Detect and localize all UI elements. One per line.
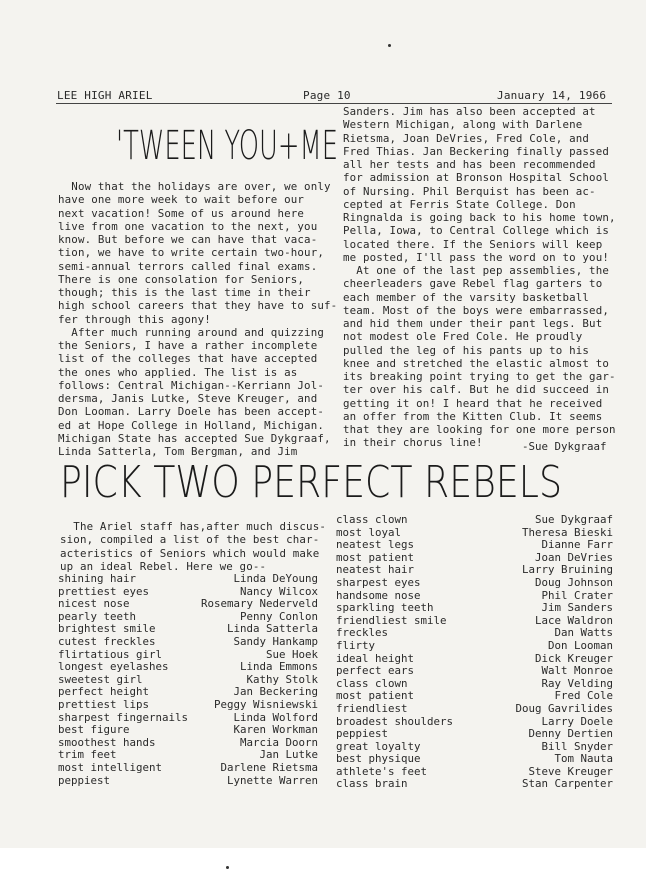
text-line: Don Looman. Larry Doele has been accept-	[58, 405, 325, 419]
trait-item: perfect ears	[336, 664, 415, 678]
name-item: Fred Cole	[554, 689, 613, 703]
name-item: Lace Waldron	[534, 613, 613, 627]
text-line: Pella, Iowa, to Central College which is	[343, 224, 610, 238]
girls-names-list	[196, 573, 318, 787]
trait-item: athlete's feet	[336, 764, 428, 778]
trait-item: prettiest lips	[58, 697, 150, 711]
rebels-intro	[60, 520, 326, 573]
name-item: Walt Monroe	[541, 664, 613, 678]
text-line: live from one vacation to the next, you	[58, 219, 318, 233]
text-line: have one more week to wait before our	[58, 193, 305, 207]
text-line: tion, we have to write certain two-hour,	[58, 246, 325, 260]
name-item: Lynette Warren	[226, 773, 318, 787]
name-item: Penny Conlon	[239, 609, 318, 623]
trait-item: sharpest fingernails	[58, 710, 189, 724]
text-line: an offer from the Kitten Club. It seems	[343, 409, 603, 423]
page-margin	[0, 848, 646, 888]
trait-item: smoothest hands	[58, 735, 156, 749]
text-line: know. But before we can have that vaca-	[58, 233, 318, 246]
text-line: not modest ole Fred Cole. He proudly	[343, 330, 583, 344]
name-item: Phil Crater	[541, 588, 613, 602]
name-item: Dianne Farr	[541, 538, 613, 552]
name-item: Ray Velding	[541, 676, 613, 690]
text-line: getting it on! I heard that he received	[343, 396, 603, 410]
name-item: Doug Gavrilides	[515, 701, 613, 715]
name-item: Steve Kreuger	[528, 764, 613, 778]
name-item: Tom Nauta	[554, 752, 613, 766]
trait-item: ideal height	[336, 651, 415, 665]
trait-item: perfect height	[58, 685, 150, 699]
name-item: Theresa Bieski	[521, 525, 613, 539]
text-line: in their chorus line!	[343, 436, 483, 450]
name-item: Jan Beckering	[233, 685, 318, 699]
name-item: Jan Lutke	[259, 748, 318, 762]
name-item: Sue Dykgraaf	[534, 513, 613, 526]
text-line: The Ariel staff has,after much discus-	[60, 520, 327, 533]
trait-item: nicest nose	[58, 597, 130, 611]
text-line: dersma, Janis Lutke, Steve Kreuger, and	[58, 392, 318, 405]
text-line: the Seniors, I have a rather incomplete	[58, 339, 318, 352]
trait-item: flirtatious girl	[58, 647, 163, 661]
text-line: next vacation! Some of us around here	[58, 206, 305, 220]
tween-left-column	[58, 180, 337, 458]
tween-right-column	[343, 105, 616, 450]
ink-speck	[226, 866, 229, 869]
text-line: follows: Central Michigan--Kerriann Jol-	[58, 378, 325, 392]
text-line: me posted, I'll pass the word on to you!	[343, 250, 610, 264]
trait-item: prettiest eyes	[58, 584, 150, 598]
text-line: Michigan State has accepted Sue Dykgraaf,	[58, 431, 331, 445]
girls-traits-list	[58, 573, 188, 787]
text-line: After much running around and quizzing	[58, 325, 325, 339]
trait-item: most patient	[336, 550, 415, 564]
text-line: team. Most of the boys were embarrassed,	[343, 303, 610, 317]
text-line: all her tests and has been recommended	[343, 158, 596, 171]
trait-item: peppiest	[336, 727, 389, 741]
text-line: its breaking point trying to get the gar-	[343, 370, 616, 383]
trait-item: best figure	[58, 723, 130, 737]
text-line: that they are looking for one more person	[343, 423, 616, 436]
text-line: up an ideal Rebel. Here we go--	[60, 559, 267, 573]
name-item: Peggy Wisniewski	[213, 697, 318, 711]
text-line: semi-annual terrors called final exams.	[58, 259, 318, 273]
trait-item: brightest smile	[58, 622, 156, 636]
text-line: fer through this agony!	[58, 312, 211, 326]
name-item: Sandy Hankamp	[233, 634, 318, 648]
text-line: though; this is the last time in their	[58, 286, 311, 299]
text-line: knee and stretched the elastic almost to	[343, 356, 610, 370]
trait-item: best physique	[336, 752, 421, 766]
text-line: Rietsma, Joan DeVries, Fred Cole, and	[343, 131, 590, 145]
text-line: At one of the last pep assemblies, the	[343, 264, 610, 277]
boys-traits-list	[336, 514, 453, 791]
trait-item: most intelligent	[58, 760, 163, 774]
trait-item: trim feet	[58, 748, 117, 762]
text-line: sion, compiled a list of the best char-	[60, 533, 320, 547]
name-item: Karen Workman	[233, 723, 318, 737]
text-line: ter over his calf. But he did succeed in	[343, 383, 610, 397]
name-item: Don Looman	[547, 638, 613, 652]
text-line: There is one consolation for Seniors,	[58, 272, 305, 286]
text-line: acteristics of Seniors which would make	[60, 546, 320, 560]
name-item: Dan Watts	[554, 626, 613, 640]
header-rule	[56, 103, 612, 104]
name-item: Stan Carpenter	[521, 777, 613, 791]
text-line: Linda Satterla, Tom Bergman, and Jim	[58, 445, 298, 458]
trait-item: class clown	[336, 513, 408, 526]
trait-item: handsome nose	[336, 588, 421, 602]
name-item: Jim Sanders	[541, 601, 613, 615]
text-line: Western Michigan, along with Darlene	[343, 118, 583, 132]
name-item: Joan DeVries	[534, 550, 613, 564]
trait-item: most patient	[336, 689, 415, 703]
text-line: located there. If the Seniors will keep	[343, 237, 603, 251]
trait-item: friendliest	[336, 701, 408, 715]
text-line: cepted at Ferris State College. Don	[343, 197, 576, 211]
trait-item: peppiest	[58, 773, 111, 787]
text-line: Now that the holidays are over, we only	[58, 180, 331, 193]
trait-item: freckles	[336, 626, 389, 640]
name-item: Larry Doele	[541, 714, 613, 728]
paper-name: LEE HIGH ARIEL	[57, 89, 153, 102]
tween-headline: 'TWEEN YOU+ME	[116, 123, 338, 169]
name-item: Nancy Wilcox	[239, 584, 318, 598]
name-item: Linda Satterla	[226, 622, 318, 636]
text-line: of Nursing. Phil Berquist has been ac-	[343, 184, 596, 198]
page-number: Page 10	[303, 89, 351, 102]
name-item: Linda DeYoung	[233, 572, 318, 585]
name-item: Marcia Doorn	[239, 735, 318, 749]
trait-item: most loyal	[336, 525, 402, 539]
text-line: high school careers that they have to suf-	[58, 299, 338, 313]
trait-item: pearly teeth	[58, 609, 137, 623]
name-item: Dick Kreuger	[534, 651, 613, 665]
trait-item: neatest legs	[336, 538, 415, 552]
name-item: Rosemary Nederveld	[200, 597, 318, 611]
issue-date: January 14, 1966	[497, 89, 607, 102]
text-line: the ones who applied. The list is as	[58, 365, 298, 379]
boys-names-list	[470, 514, 613, 791]
text-line: pulled the leg of his pants up to his	[343, 343, 590, 357]
text-line: for admission at Bronson Hospital School	[343, 171, 610, 185]
name-item: Kathy Stolk	[246, 672, 318, 686]
text-line: list of the colleges that have accepted	[58, 352, 318, 366]
trait-item: cutest freckles	[58, 634, 156, 648]
trait-item: sharpest eyes	[336, 575, 421, 589]
trait-item: longest eyelashes	[58, 660, 169, 674]
trait-item: sparkling teeth	[336, 601, 434, 615]
name-item: Linda Wolford	[233, 710, 318, 724]
byline: -Sue Dykgraaf	[522, 440, 607, 453]
trait-item: great loyalty	[336, 739, 421, 753]
trait-item: neatest hair	[336, 563, 415, 577]
ink-speck	[388, 44, 391, 47]
trait-item: class brain	[336, 777, 408, 791]
trait-item: sweetest girl	[58, 672, 143, 686]
name-item: Sue Hoek	[265, 647, 318, 661]
trait-item: broadest shoulders	[336, 714, 454, 728]
name-item: Darlene Rietsma	[220, 760, 318, 774]
text-line: each member of the varsity basketball	[343, 290, 590, 304]
rebels-headline: PICK TWO PERFECT REBELS	[60, 457, 562, 508]
name-item: Denny Dertien	[528, 727, 613, 741]
name-item: Doug Johnson	[534, 575, 613, 589]
text-line: Sanders. Jim has also been accepted at	[343, 105, 596, 118]
text-line: Fred Thias. Jan Beckering finally passed	[343, 144, 610, 158]
text-line: ed at Hope College in Holland, Michigan.	[58, 418, 325, 432]
name-item: Larry Bruining	[521, 563, 613, 577]
name-item: Linda Emmons	[239, 660, 318, 674]
trait-item: shining hair	[58, 572, 137, 585]
text-line: and hid them under their pant legs. But	[343, 317, 603, 330]
trait-item: flirty	[336, 638, 376, 652]
name-item: Bill Snyder	[541, 739, 613, 753]
trait-item: class clown	[336, 676, 408, 690]
trait-item: friendliest smile	[336, 613, 447, 627]
text-line: Ringnalda is going back to his home town,	[343, 211, 616, 224]
text-line: cheerleaders gave Rebel flag garters to	[343, 277, 603, 291]
